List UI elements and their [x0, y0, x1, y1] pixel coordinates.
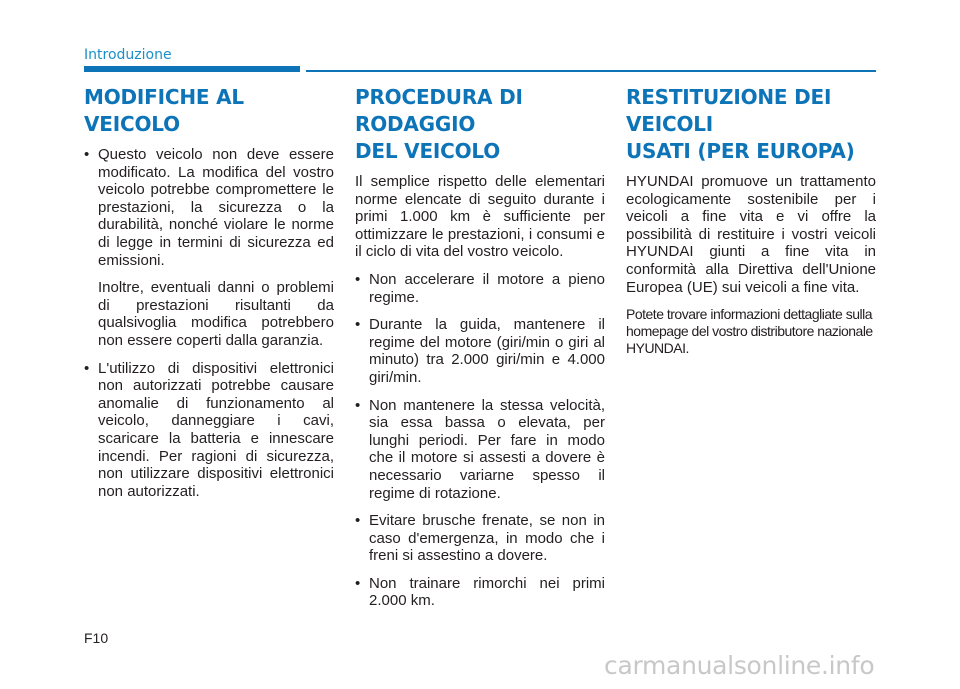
list-item — [84, 360, 334, 501]
heading-line: USATI (PER EUROPA) — [626, 139, 855, 163]
list-item — [355, 397, 605, 503]
list-item — [355, 575, 605, 610]
sub-paragraph-warranty: Inoltre, eventuali danni o problemi di prestazioni risultanti da qualsivoglia modifica potrebbero non essere coperti dalla garanzia. — [98, 279, 334, 349]
bullet-text: Evitare brusche frenate, se non in caso d'emergenza, in modo che i freni si assestino a dovere. — [369, 512, 605, 565]
bullet-text: Durante la guida, mantenere il regime del motore (giri/min o giri al minuto) tra 2.000 giri/min e 4.000 giri/min. — [369, 316, 605, 386]
page-number: F10 — [84, 630, 109, 646]
column-restituzione — [626, 84, 876, 367]
heading-modifiche: MODIFICHE AL VEICOLO — [84, 85, 244, 136]
bullet-list-rodaggio — [355, 271, 605, 610]
bullet-glyph: • — [355, 512, 361, 530]
column-modifiche — [84, 84, 334, 510]
bullet-glyph: • — [355, 270, 361, 288]
bullet-text: L'utilizzo di dispositivi elettronici non autorizzati potrebbe causare anomalie di funzionamento al veicolo, danneggiare i cavi, scaricare la batteria e innescare incendi. Per ragioni di sicurezza, non utilizzare dispositivi elettronici non autorizzati. — [98, 359, 334, 500]
heading-rodaggio — [355, 84, 605, 165]
section-label: Introduzione — [84, 47, 172, 63]
heading-line: DEL VEICOLO — [355, 139, 501, 163]
bullet-glyph: • — [355, 396, 361, 414]
bullet-text: Questo veicolo non deve essere modificato. La modifica del vostro veicolo potrebbe compromettere le prestazioni, la sicurezza o la durabilità, nonché violare le norme di legge in termini di sicurezza ed emissioni. — [98, 146, 334, 269]
heading-line: PROCEDURA DI RODAGGIO — [355, 85, 523, 136]
heading-line: RESTITUZIONE DEI VEICOLI — [626, 85, 832, 136]
watermark: carmanualsonline.info — [604, 651, 875, 680]
bullet-glyph: • — [355, 574, 361, 592]
header-rule-thick — [84, 66, 300, 72]
list-item — [355, 512, 605, 565]
column-rodaggio — [355, 84, 605, 620]
bullet-glyph: • — [84, 146, 90, 163]
note-paragraph: Potete trovare informazioni dettagliate sulla homepage del vostro distributore nazionale HYUNDAI. — [626, 306, 873, 357]
list-item — [355, 316, 605, 386]
bullet-text: Non mantenere la stessa velocità, sia essa bassa o elevata, per lunghi periodi. Per fare in modo che il motore si assesti a dovere è necessario variarne spesso il regime di rotazione. — [369, 396, 605, 502]
header-rule-thin — [306, 70, 876, 72]
body-paragraph: HYUNDAI promuove un trattamento ecologicamente sostenibile per i veicoli a fine vita e vi offre la possibilità di restituire i vostri veicoli HYUNDAI giunti a fine vita in conformità alla Direttiva dell'Unione Europea (UE) sui veicoli a fine vita. — [626, 173, 876, 296]
bullet-list-modifiche-2 — [84, 360, 334, 501]
bullet-text: Non accelerare il motore a pieno regime. — [369, 270, 605, 306]
list-item — [355, 271, 605, 306]
bullet-glyph: • — [84, 359, 90, 377]
bullet-glyph: • — [355, 316, 361, 334]
heading-restituzione — [626, 84, 876, 165]
intro-paragraph: Il semplice rispetto delle elementari norme elencate di seguito durante i primi 1.000 km è sufficiente per ottimizzare le prestazioni, i consumi e il ciclo di vita del vostro veicolo. — [355, 173, 605, 261]
bullet-list-modifiche — [84, 146, 334, 269]
bullet-text: Non trainare rimorchi nei primi 2.000 km. — [369, 574, 605, 610]
list-item — [84, 146, 334, 269]
